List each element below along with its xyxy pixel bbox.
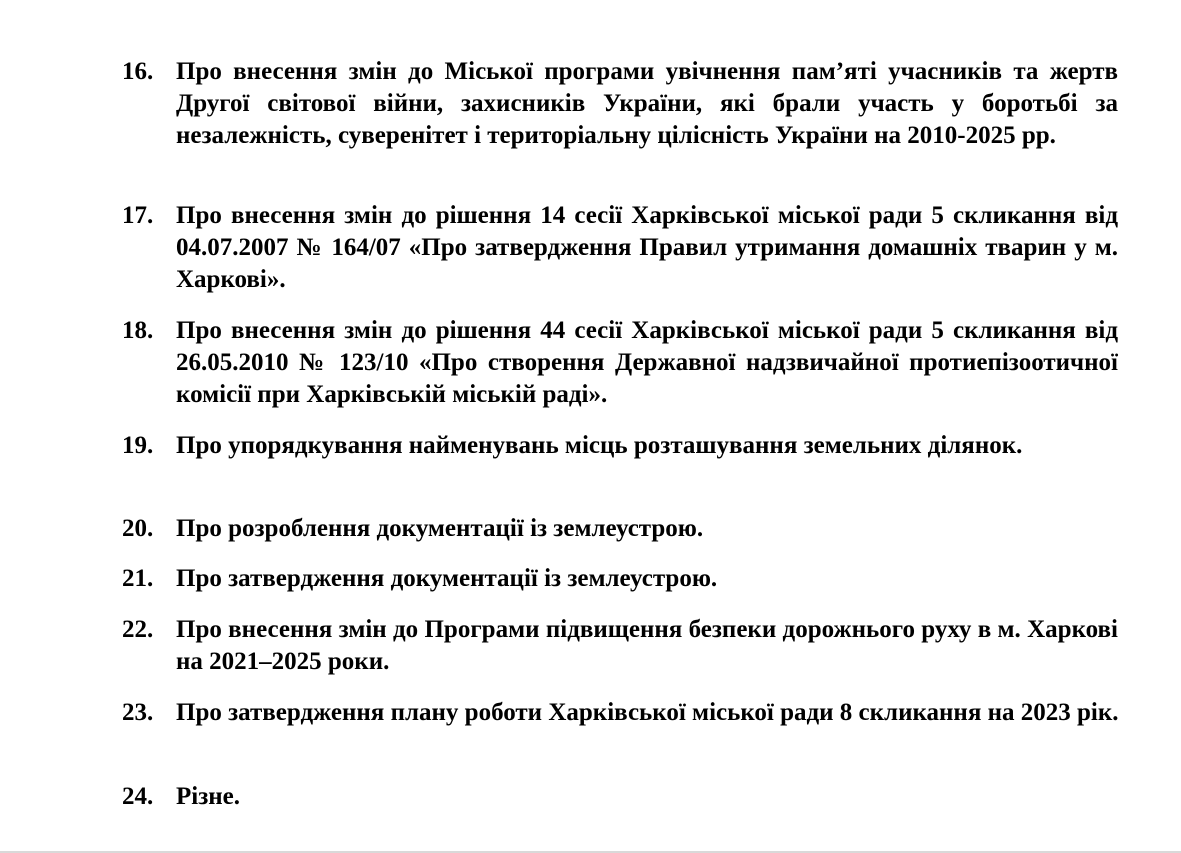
item-text: Про внесення змін до рішення 44 сесії Харківської міської ради 5 скликання від 26.05.2010 № 123/10 «Про створення Державної надзвичайної протиепізоотичної комісії при Харківській міській раді». [176,317,1118,408]
item-number: 23. [122,699,154,726]
agenda-item-23 [122,697,1118,729]
item-number: 20. [122,515,154,542]
agenda-item-17 [122,200,1118,296]
agenda-item-21 [122,563,1118,595]
item-text: Про внесення змін до Міської програми увічнення пам’яті учасників та жертв Другої світової війни, захисників України, які брали участь у боротьбі за незалежність, суверенітет і територіальну цілісність України на 2010-2025 рр. [176,58,1118,149]
item-text: Про затвердження документації із землеустрою. [176,565,718,592]
item-text: Про розроблення документації із землеустрою. [176,515,704,542]
agenda-item-16 [122,56,1118,152]
item-number: 19. [122,432,154,459]
item-number: 21. [122,565,154,592]
item-number: 22. [122,616,154,643]
item-text: Про упорядкування найменувань місць розташування земельних ділянок. [176,432,1023,459]
item-number: 24. [122,783,154,810]
agenda-item-19 [122,430,1118,462]
item-text: Про внесення змін до рішення 14 сесії Харківської міської ради 5 скликання від 04.07.2007 № 164/07 «Про затвердження Правил утримання домашніх тварин у м. Харкові». [176,202,1118,293]
item-text: Різне. [176,783,241,810]
item-number: 18. [122,317,154,344]
agenda-item-22 [122,614,1118,678]
item-text: Про внесення змін до Програми підвищення безпеки дорожнього руху в м. Харкові на 2021–2025 роки. [176,616,1118,675]
item-number: 17. [122,202,154,229]
agenda-item-24 [122,781,1118,813]
item-text: Про затвердження плану роботи Харківської міської ради 8 скликання на 2023 рік. [176,699,1119,726]
item-number: 16. [122,58,154,85]
agenda-item-18 [122,315,1118,411]
agenda-item-20 [122,513,1118,545]
